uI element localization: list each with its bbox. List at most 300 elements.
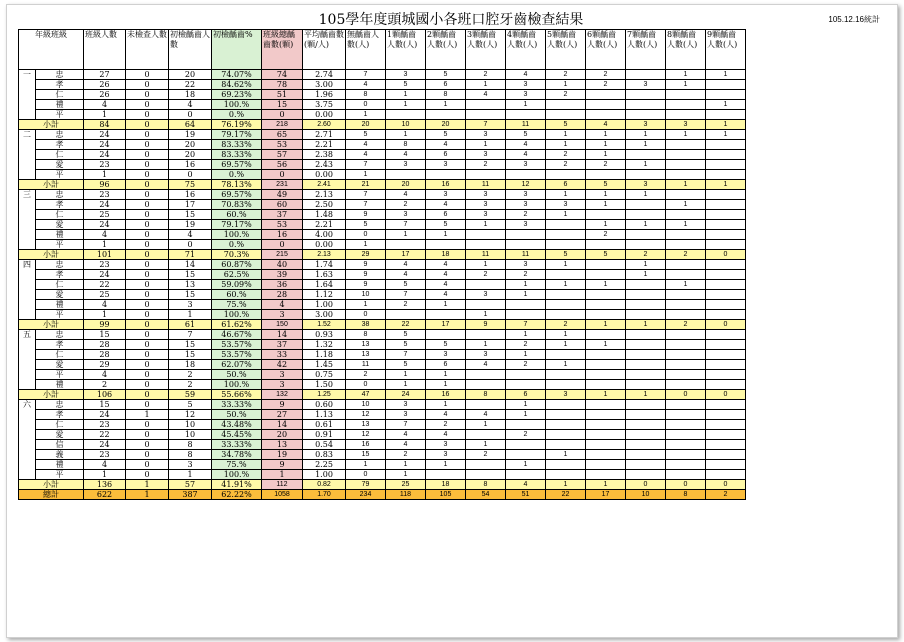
data-cell: 3: [506, 260, 546, 270]
data-cell: [666, 270, 706, 280]
subtotal-row: [19, 250, 746, 260]
data-cell: 7: [346, 160, 386, 170]
data-cell: [666, 400, 706, 410]
data-cell: 0: [666, 390, 706, 400]
data-cell: 5: [426, 340, 466, 350]
class-cell: 孝: [36, 270, 84, 280]
data-cell: 33: [262, 350, 303, 360]
data-cell: 21: [346, 180, 386, 190]
data-cell: 3: [466, 210, 506, 220]
table-row: [19, 160, 746, 170]
data-cell: [706, 160, 746, 170]
data-cell: 20: [169, 70, 212, 80]
data-cell: 2: [706, 490, 746, 500]
data-cell: [506, 450, 546, 460]
data-cell: 0: [126, 440, 169, 450]
data-cell: [466, 460, 506, 470]
data-cell: 1: [586, 390, 626, 400]
data-cell: [546, 400, 586, 410]
data-cell: 1: [626, 190, 666, 200]
data-cell: 6: [426, 80, 466, 90]
data-cell: 1: [84, 110, 126, 120]
data-cell: [586, 330, 626, 340]
data-cell: 20: [426, 120, 466, 130]
data-cell: 2: [346, 370, 386, 380]
data-cell: 16: [169, 190, 212, 200]
data-cell: [706, 340, 746, 350]
data-cell: 7: [386, 290, 426, 300]
data-cell: 43.48%: [212, 420, 262, 430]
data-cell: 5: [546, 120, 586, 130]
data-cell: [386, 310, 426, 320]
class-cell: 孝: [36, 410, 84, 420]
data-cell: [706, 210, 746, 220]
data-cell: 1.18: [303, 350, 346, 360]
data-cell: [586, 380, 626, 390]
data-cell: 59: [169, 390, 212, 400]
data-cell: [666, 230, 706, 240]
data-cell: 9: [346, 260, 386, 270]
data-cell: [706, 430, 746, 440]
data-cell: 100.%: [212, 230, 262, 240]
data-cell: 0.61: [303, 420, 346, 430]
data-cell: [546, 230, 586, 240]
data-cell: [626, 360, 666, 370]
data-cell: [666, 380, 706, 390]
class-cell: 禮: [36, 380, 84, 390]
data-cell: 0.%: [212, 240, 262, 250]
grade-cell: [19, 300, 36, 310]
data-cell: 11: [466, 180, 506, 190]
data-cell: [706, 300, 746, 310]
data-cell: 13: [346, 340, 386, 350]
table-row: [19, 140, 746, 150]
data-cell: [626, 310, 666, 320]
data-cell: 1: [546, 280, 586, 290]
class-cell: 孝: [36, 340, 84, 350]
data-cell: 3: [466, 200, 506, 210]
data-cell: 0: [262, 110, 303, 120]
data-cell: 1: [506, 400, 546, 410]
data-cell: [706, 440, 746, 450]
data-cell: 79: [346, 480, 386, 490]
data-cell: 6: [426, 360, 466, 370]
data-cell: 1: [346, 240, 386, 250]
data-cell: 0: [126, 350, 169, 360]
data-cell: 33.33%: [212, 440, 262, 450]
data-cell: [426, 470, 466, 480]
data-cell: 2.21: [303, 140, 346, 150]
class-cell: 平: [36, 470, 84, 480]
data-cell: 0: [126, 430, 169, 440]
data-cell: 37: [262, 210, 303, 220]
data-cell: [466, 230, 506, 240]
data-cell: 15: [169, 210, 212, 220]
data-cell: 1: [546, 260, 586, 270]
data-cell: 1: [84, 470, 126, 480]
data-cell: 53: [262, 220, 303, 230]
data-cell: [706, 470, 746, 480]
data-cell: [626, 280, 666, 290]
data-cell: 3: [169, 460, 212, 470]
data-cell: 84: [84, 120, 126, 130]
data-cell: 1: [84, 240, 126, 250]
class-cell: 愛: [36, 160, 84, 170]
data-cell: 0: [346, 100, 386, 110]
data-cell: 2: [466, 270, 506, 280]
data-cell: [706, 230, 746, 240]
data-cell: 10: [346, 290, 386, 300]
data-cell: [666, 440, 706, 450]
table-row: [19, 330, 746, 340]
data-cell: [426, 110, 466, 120]
header-8-tooth: 8顆齲齒人數(人): [666, 30, 706, 70]
data-cell: [586, 370, 626, 380]
class-cell: 禮: [36, 460, 84, 470]
table-row: [19, 260, 746, 270]
table-row: [19, 210, 746, 220]
data-cell: [666, 310, 706, 320]
data-cell: [626, 170, 666, 180]
grade-cell: 五: [19, 330, 36, 340]
data-cell: 1: [426, 230, 466, 240]
class-cell: 忠: [36, 400, 84, 410]
table-row: [19, 150, 746, 160]
data-cell: 15: [346, 450, 386, 460]
data-cell: 19: [169, 220, 212, 230]
data-cell: 0.00: [303, 170, 346, 180]
data-cell: 1: [346, 110, 386, 120]
data-cell: 1: [126, 480, 169, 490]
data-cell: 2: [586, 230, 626, 240]
data-cell: [666, 240, 706, 250]
data-cell: 69.57%: [212, 160, 262, 170]
data-cell: 0: [126, 170, 169, 180]
data-cell: 3: [262, 370, 303, 380]
data-cell: [546, 310, 586, 320]
data-cell: 3: [262, 310, 303, 320]
data-cell: [586, 430, 626, 440]
grade-cell: 四: [19, 260, 36, 270]
data-cell: 15: [262, 100, 303, 110]
data-cell: 1: [546, 130, 586, 140]
data-cell: 13: [346, 420, 386, 430]
data-cell: 3: [386, 160, 426, 170]
data-cell: 1: [346, 170, 386, 180]
data-cell: 5: [546, 250, 586, 260]
data-cell: 15: [169, 270, 212, 280]
data-cell: 20: [386, 180, 426, 190]
table-row: [19, 310, 746, 320]
data-cell: [586, 240, 626, 250]
data-cell: 4.00: [303, 230, 346, 240]
data-cell: 11: [506, 120, 546, 130]
data-cell: 0: [126, 70, 169, 80]
data-cell: 79.17%: [212, 130, 262, 140]
data-cell: [546, 240, 586, 250]
data-cell: 3: [506, 90, 546, 100]
data-cell: 13: [262, 440, 303, 450]
data-cell: 1: [386, 370, 426, 380]
data-cell: 49: [262, 190, 303, 200]
data-cell: [466, 170, 506, 180]
data-cell: 24: [84, 200, 126, 210]
data-cell: 1: [586, 140, 626, 150]
data-cell: 4: [386, 430, 426, 440]
table-row: [19, 200, 746, 210]
data-cell: 1: [386, 130, 426, 140]
data-cell: 3: [426, 160, 466, 170]
data-cell: [586, 410, 626, 420]
data-cell: 1: [386, 230, 426, 240]
data-cell: 0.00: [303, 240, 346, 250]
class-cell: 孝: [36, 140, 84, 150]
data-cell: [706, 450, 746, 460]
data-cell: 7: [346, 190, 386, 200]
data-cell: 4: [586, 120, 626, 130]
data-cell: 1: [626, 260, 666, 270]
data-cell: [466, 430, 506, 440]
data-cell: 2.60: [303, 120, 346, 130]
data-cell: [666, 290, 706, 300]
data-cell: 4: [262, 300, 303, 310]
data-cell: 18: [426, 480, 466, 490]
data-cell: [506, 370, 546, 380]
data-cell: 0: [169, 170, 212, 180]
data-cell: 57: [169, 480, 212, 490]
data-cell: 0.60: [303, 400, 346, 410]
data-cell: 1: [84, 310, 126, 320]
data-cell: 1: [466, 80, 506, 90]
data-cell: 8: [386, 140, 426, 150]
data-cell: 2: [546, 70, 586, 80]
data-cell: 24: [84, 140, 126, 150]
data-cell: 0: [126, 420, 169, 430]
data-cell: [706, 260, 746, 270]
data-cell: [546, 470, 586, 480]
subtotal-row: [19, 320, 746, 330]
data-cell: 5: [346, 130, 386, 140]
data-cell: 4: [84, 300, 126, 310]
header-6-tooth: 6顆齲齒人數(人): [586, 30, 626, 70]
data-cell: 3.00: [303, 310, 346, 320]
data-cell: 7: [386, 350, 426, 360]
data-cell: 24: [84, 270, 126, 280]
data-cell: 0: [169, 240, 212, 250]
data-cell: 0: [126, 330, 169, 340]
table-row: [19, 380, 746, 390]
data-cell: 0: [126, 340, 169, 350]
data-cell: [666, 420, 706, 430]
data-cell: 4: [426, 410, 466, 420]
data-cell: 75.%: [212, 460, 262, 470]
data-cell: 9: [346, 270, 386, 280]
data-cell: 26: [84, 80, 126, 90]
data-cell: [506, 380, 546, 390]
data-cell: 70.3%: [212, 250, 262, 260]
data-cell: 231: [262, 180, 303, 190]
data-cell: 4: [386, 150, 426, 160]
data-cell: [586, 400, 626, 410]
data-cell: 33.33%: [212, 400, 262, 410]
data-cell: 3: [546, 390, 586, 400]
table-row: [19, 240, 746, 250]
data-cell: 47: [346, 390, 386, 400]
data-cell: 79.17%: [212, 220, 262, 230]
data-cell: 0: [346, 470, 386, 480]
page-title: 105學年度頭城國小各班口腔牙齒檢查結果: [318, 12, 584, 28]
data-cell: 12: [506, 180, 546, 190]
data-cell: 42: [262, 360, 303, 370]
data-cell: 1.00: [303, 300, 346, 310]
data-cell: 74.07%: [212, 70, 262, 80]
data-cell: 46.67%: [212, 330, 262, 340]
data-cell: 25: [84, 210, 126, 220]
data-cell: 2: [626, 250, 666, 260]
table-row: [19, 90, 746, 100]
data-cell: 1: [586, 480, 626, 490]
data-cell: 8: [466, 480, 506, 490]
data-cell: 1: [706, 100, 746, 110]
data-cell: 3: [506, 190, 546, 200]
data-cell: 2: [506, 360, 546, 370]
data-cell: [706, 360, 746, 370]
data-cell: [586, 290, 626, 300]
data-cell: [586, 270, 626, 280]
data-cell: 0: [126, 370, 169, 380]
data-cell: 4: [84, 230, 126, 240]
data-cell: 22: [386, 320, 426, 330]
grade-cell: [19, 380, 36, 390]
data-cell: 16: [346, 440, 386, 450]
data-cell: [546, 170, 586, 180]
data-cell: 1: [466, 140, 506, 150]
table-row: [19, 370, 746, 380]
data-cell: 1: [506, 330, 546, 340]
data-cell: [546, 410, 586, 420]
data-cell: 50.%: [212, 410, 262, 420]
data-cell: 6: [426, 210, 466, 220]
data-cell: 0: [126, 250, 169, 260]
data-cell: 1: [466, 420, 506, 430]
data-cell: [466, 330, 506, 340]
data-cell: 4: [169, 100, 212, 110]
data-cell: 1: [706, 180, 746, 190]
data-cell: 6: [546, 180, 586, 190]
data-cell: 5: [386, 80, 426, 90]
data-cell: 2.74: [303, 70, 346, 80]
data-cell: 28: [84, 350, 126, 360]
grade-cell: [19, 280, 36, 290]
subtotal-row: [19, 120, 746, 130]
data-cell: [706, 190, 746, 200]
data-cell: [666, 410, 706, 420]
data-cell: 83.33%: [212, 140, 262, 150]
data-cell: [666, 260, 706, 270]
data-cell: 40: [262, 260, 303, 270]
data-cell: 3: [506, 160, 546, 170]
subtotal-label: 小計: [19, 480, 84, 490]
data-cell: 3: [169, 300, 212, 310]
data-cell: 1: [466, 340, 506, 350]
data-cell: [626, 290, 666, 300]
data-cell: 78: [262, 80, 303, 90]
data-cell: 234: [346, 490, 386, 500]
data-cell: 4: [84, 100, 126, 110]
data-cell: 8: [666, 490, 706, 500]
data-cell: 1: [346, 300, 386, 310]
data-cell: [706, 420, 746, 430]
data-cell: [466, 240, 506, 250]
data-cell: [666, 90, 706, 100]
data-cell: 4: [426, 140, 466, 150]
data-cell: 22: [84, 280, 126, 290]
data-cell: 2: [466, 70, 506, 80]
data-cell: 2: [386, 450, 426, 460]
data-cell: 7: [386, 220, 426, 230]
data-cell: 50.%: [212, 370, 262, 380]
data-cell: [666, 100, 706, 110]
data-cell: 39: [262, 270, 303, 280]
data-cell: [546, 370, 586, 380]
data-cell: 1: [426, 380, 466, 390]
data-cell: 16: [426, 390, 466, 400]
table-row: [19, 230, 746, 240]
data-cell: 1: [626, 270, 666, 280]
data-cell: 2: [169, 380, 212, 390]
data-cell: 16: [426, 180, 466, 190]
data-cell: 0: [346, 230, 386, 240]
data-cell: 4: [506, 480, 546, 490]
data-cell: [666, 300, 706, 310]
data-cell: [506, 310, 546, 320]
data-cell: 7: [386, 420, 426, 430]
data-cell: 60: [262, 200, 303, 210]
data-cell: 24: [386, 390, 426, 400]
data-cell: 1: [506, 410, 546, 420]
data-cell: 60.%: [212, 290, 262, 300]
class-cell: 忠: [36, 260, 84, 270]
grade-cell: 一: [19, 70, 36, 80]
data-cell: 84.62%: [212, 80, 262, 90]
class-cell: 平: [36, 170, 84, 180]
data-cell: 5: [386, 360, 426, 370]
data-cell: 5: [386, 280, 426, 290]
data-cell: 0: [126, 280, 169, 290]
data-cell: 0: [706, 250, 746, 260]
data-cell: 0: [126, 270, 169, 280]
data-cell: 5: [586, 250, 626, 260]
data-cell: 0.75: [303, 370, 346, 380]
data-cell: 2: [666, 320, 706, 330]
data-cell: [626, 350, 666, 360]
data-cell: 23: [84, 190, 126, 200]
data-cell: 8: [169, 440, 212, 450]
data-cell: 387: [169, 490, 212, 500]
data-cell: 10: [169, 430, 212, 440]
data-cell: 13: [169, 280, 212, 290]
data-cell: [466, 100, 506, 110]
data-cell: 1: [546, 360, 586, 370]
data-cell: 17: [386, 250, 426, 260]
table-header-row: [19, 30, 746, 70]
table-row: [19, 280, 746, 290]
grade-cell: [19, 240, 36, 250]
header-no-caries: 無齲齒人數(人): [346, 30, 386, 70]
data-cell: 2: [546, 160, 586, 170]
data-cell: 1: [546, 480, 586, 490]
data-cell: 0: [706, 320, 746, 330]
